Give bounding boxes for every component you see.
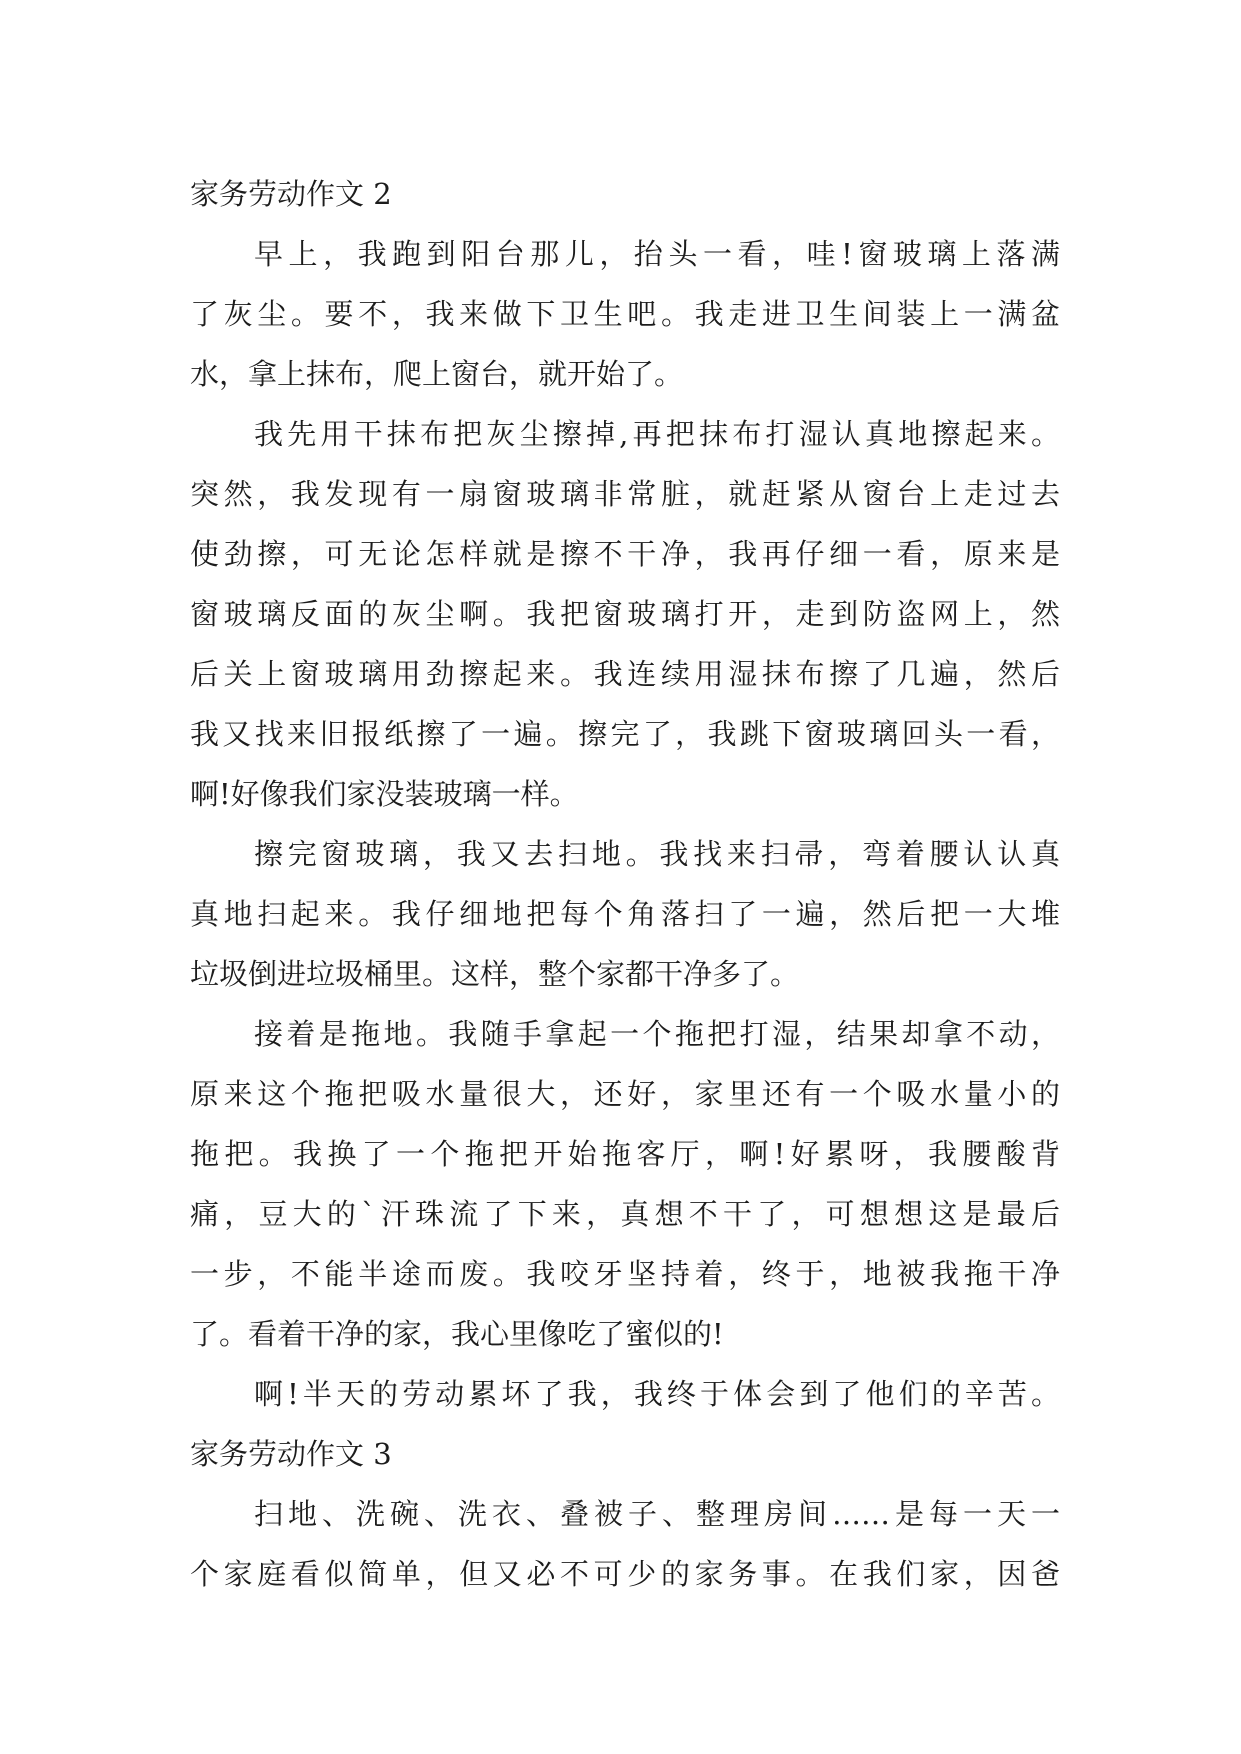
paragraph bbox=[190, 1484, 1060, 1604]
text-line: 接着是拖地。我随手拿起一个拖把打湿，结果却拿不动， bbox=[254, 1017, 1060, 1051]
text-line: 啊!好像我们家没装玻璃一样。 bbox=[190, 777, 579, 811]
text-line: 后关上窗玻璃用劲擦起来。我连续用湿抹布擦了几遍，然后 bbox=[190, 657, 1060, 691]
paragraph bbox=[190, 404, 1060, 824]
text-line: 痛，豆大的`汗珠流了下来，真想不干了，可想想这是最后 bbox=[190, 1197, 1060, 1231]
text-line: 突然，我发现有一扇窗玻璃非常脏，就赶紧从窗台上走过去 bbox=[190, 477, 1060, 511]
text-line: 啊!半天的劳动累坏了我，我终于体会到了他们的辛苦。 bbox=[254, 1377, 1060, 1411]
text-line: 了。看着干净的家，我心里像吃了蜜似的! bbox=[190, 1317, 724, 1351]
document-body bbox=[190, 164, 1060, 1604]
text-line: 个家庭看似简单，但又必不可少的家务事。在我们家，因爸 bbox=[190, 1557, 1060, 1591]
text-line: 我又找来旧报纸擦了一遍。擦完了，我跳下窗玻璃回头一看， bbox=[190, 717, 1060, 751]
text-line: 垃圾倒进垃圾桶里。这样，整个家都干净多了。 bbox=[190, 957, 800, 991]
text-line: 真地扫起来。我仔细地把每个角落扫了一遍，然后把一大堆 bbox=[190, 897, 1060, 931]
text-line: 使劲擦，可无论怎样就是擦不干净，我再仔细一看，原来是 bbox=[190, 537, 1060, 571]
text-line: 早上，我跑到阳台那儿，抬头一看，哇!窗玻璃上落满 bbox=[254, 237, 1060, 271]
paragraph bbox=[190, 224, 1060, 404]
text-line: 水，拿上抹布，爬上窗台，就开始了。 bbox=[190, 357, 684, 391]
text-line: 拖把。我换了一个拖把开始拖客厅，啊!好累呀，我腰酸背 bbox=[190, 1137, 1060, 1171]
text-line: 扫地、洗碗、洗衣、叠被子、整理房间……是每一天一 bbox=[254, 1497, 1060, 1531]
text-line: 擦完窗玻璃，我又去扫地。我找来扫帚，弯着腰认认真 bbox=[254, 837, 1060, 871]
paragraph bbox=[190, 1004, 1060, 1364]
text-line: 原来这个拖把吸水量很大，还好，家里还有一个吸水量小的 bbox=[190, 1077, 1060, 1111]
section-heading: 家务劳动作文 3 bbox=[190, 1437, 392, 1471]
text-line: 了灰尘。要不，我来做下卫生吧。我走进卫生间装上一满盆 bbox=[190, 297, 1060, 331]
paragraph bbox=[190, 1364, 1060, 1424]
paragraph bbox=[190, 824, 1060, 1004]
section-heading: 家务劳动作文 2 bbox=[190, 177, 392, 211]
text-line: 我先用干抹布把灰尘擦掉,再把抹布打湿认真地擦起来。 bbox=[254, 417, 1060, 451]
text-line: 一步，不能半途而废。我咬牙坚持着，终于，地被我拖干净 bbox=[190, 1257, 1060, 1291]
text-line: 窗玻璃反面的灰尘啊。我把窗玻璃打开，走到防盗网上，然 bbox=[190, 597, 1060, 631]
